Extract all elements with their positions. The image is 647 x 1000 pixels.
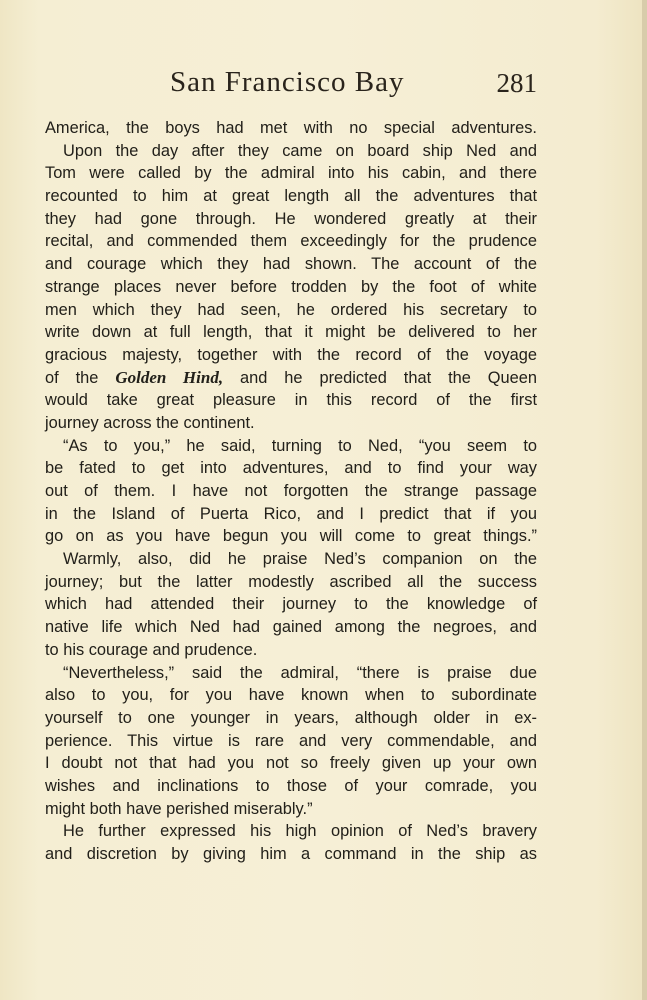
page-edge xyxy=(642,0,647,1000)
text-line: to his courage and prudence. xyxy=(45,640,258,659)
text-line: Tom were called by the admiral into his cabin, and there xyxy=(45,164,537,183)
text-line: gracious majesty, together with the record of the voyage xyxy=(45,345,537,364)
text-line: men which they had seen, he ordered his secretary to xyxy=(45,300,537,319)
text-fragment: of the xyxy=(45,368,116,387)
text-line: strange places never before trodden by the foot of white xyxy=(45,277,537,296)
text-line-with-ship-name xyxy=(45,367,537,390)
text-line: I doubt not that had you not so freely given up your own xyxy=(45,754,537,773)
text-line: journey; but the latter modestly ascribed all the success xyxy=(45,572,537,591)
body-text xyxy=(45,117,537,866)
text-line: America, the boys had met with no special adventures. xyxy=(45,119,537,137)
text-line: might both have perished miserably.” xyxy=(45,799,313,818)
text-line: out of them. I have not forgotten the strange passage xyxy=(45,482,537,500)
text-line: perience. This virtue is rare and very commendable, and xyxy=(45,731,537,750)
text-line: native life which Ned had gained among the negroes, and xyxy=(45,618,537,637)
text-line: which had attended their journey to the knowledge of xyxy=(45,595,537,614)
text-line: “As to you,” he said, turning to Ned, “you seem to xyxy=(63,436,537,455)
text-line: also to you, for you have known when to subordinate xyxy=(45,686,537,705)
text-fragment: and he predicted that the Queen xyxy=(223,368,537,387)
text-line: be fated to get into adventures, and to find your way xyxy=(45,459,537,478)
ship-name: Golden Hind, xyxy=(115,367,224,387)
text-line: Upon the day after they came on board ship Ned and xyxy=(63,141,537,160)
page-number: 281 xyxy=(496,68,537,98)
page-title: San Francisco Bay xyxy=(170,66,405,98)
text-line: write down at full length, that it might be delivered to her xyxy=(45,323,537,342)
text-line: He further expressed his high opinion of Ned’s bravery xyxy=(63,822,537,841)
running-head xyxy=(45,66,537,106)
text-line: recital, and commended them exceedingly for the prudence xyxy=(45,232,537,251)
text-line: go on as you have begun you will come to great things.” xyxy=(45,527,537,546)
text-line: wishes and inclinations to those of your comrade, you xyxy=(45,776,537,795)
text-line: yourself to one younger in years, although older in ex- xyxy=(45,708,537,727)
text-line: recounted to him at great length all the adventures that xyxy=(45,187,537,206)
text-line: Warmly, also, did he praise Ned’s companion on the xyxy=(63,550,537,569)
text-line: “Nevertheless,” said the admiral, “there is praise due xyxy=(63,663,537,682)
text-line: in the Island of Puerta Rico, and I predict that if you xyxy=(45,504,537,523)
text-line: journey across the continent. xyxy=(45,413,255,432)
text-line: and discretion by giving him a command in the ship as xyxy=(45,845,537,863)
text-line: they had gone through. He wondered greatly at their xyxy=(45,209,537,228)
text-line: would take great pleasure in this record of the first xyxy=(45,391,537,410)
text-line: and courage which they had shown. The account of the xyxy=(45,255,537,274)
